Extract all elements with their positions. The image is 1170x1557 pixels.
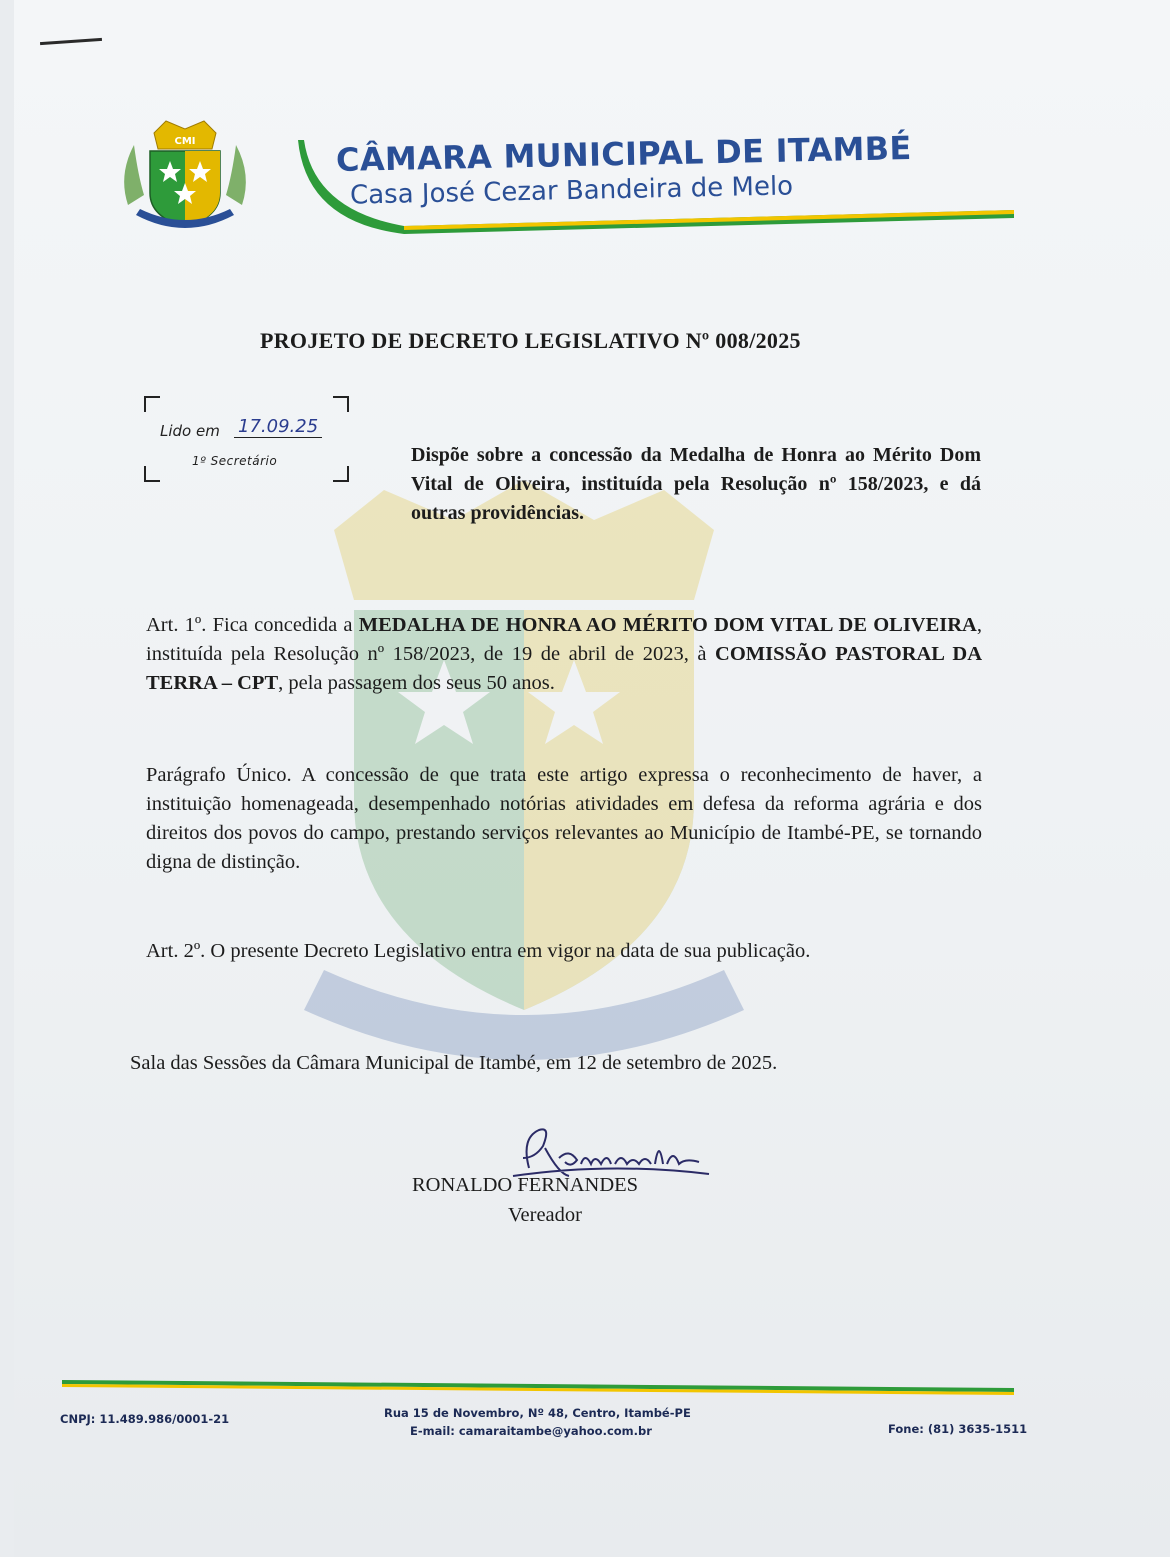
stamp-secretario-label: 1º Secretário	[192, 454, 278, 468]
reading-stamp	[144, 396, 349, 482]
emblem-cmi-text: CMI	[174, 136, 196, 147]
sala-das-sessoes: Sala das Sessões da Câmara Municipal de Itambé, em 12 de setembro de 2025.	[130, 1052, 778, 1074]
signer-role: Vereador	[508, 1204, 582, 1226]
article-1-text: , instituída pela Resolução nº 158/2023, de 19 de abril de 2023, à	[146, 614, 982, 665]
footer-phone: Fone: (81) 3635-1511	[888, 1422, 1028, 1436]
stamp-corner	[333, 466, 349, 482]
pen-mark	[40, 38, 102, 45]
footer-email: E-mail: camaraitambe@yahoo.com.br	[410, 1424, 652, 1438]
document-title: PROJETO DE DECRETO LEGISLATIVO Nº 008/2025	[260, 328, 801, 353]
stamp-corner	[144, 396, 160, 412]
header-subtitle: Casa José Cezar Bandeira de Melo	[349, 171, 794, 211]
footer-divider	[62, 1378, 1014, 1408]
footer-address: Rua 15 de Novembro, Nº 48, Centro, Itambé-PE	[384, 1406, 691, 1420]
header-title: CÂMARA MUNICIPAL DE ITAMBÉ	[335, 128, 912, 180]
article-1-text: , pela passagem dos seus 50 anos.	[278, 672, 555, 694]
article-1-medal: MEDALHA DE HONRA AO MÉRITO DOM VITAL DE OLIVEIRA	[358, 614, 977, 636]
stamp-corner	[144, 466, 160, 482]
article-2: Art. 2º. O presente Decreto Legislativo entra em vigor na data de sua publicação.	[146, 940, 811, 962]
ementa: Dispõe sobre a concessão da Medalha de Honra ao Mérito Dom Vital de Oliveira, instituída pela Resolução nº 158/2023, e dá outras providências.	[411, 444, 981, 524]
article-1	[146, 611, 982, 698]
signer-name: RONALDO FERNANDES	[412, 1174, 639, 1196]
article-1-text: Art. 1º. Fica concedida a	[146, 614, 359, 636]
paragrafo-unico: Parágrafo Único. A concessão de que trata este artigo expressa o reconhecimento de haver, a instituição homenageada, desempenhado notórias atividades em defesa da reforma agrária e dos direitos dos povos do campo, prestando serviços relevantes ao Município de Itambé-PE, se tornando digna de distinção.	[146, 764, 982, 873]
article-1-honoree: COMISSÃO PASTORAL DA TERRA – CPT	[146, 643, 983, 694]
stamp-date: 17.09.25	[234, 416, 322, 438]
footer-cnpj: CNPJ: 11.489.986/0001-21	[60, 1412, 230, 1426]
stamp-corner	[333, 396, 349, 412]
document-page	[14, 0, 1170, 1557]
camara-emblem	[114, 115, 256, 235]
stamp-lido-label: Lido em	[160, 422, 220, 440]
